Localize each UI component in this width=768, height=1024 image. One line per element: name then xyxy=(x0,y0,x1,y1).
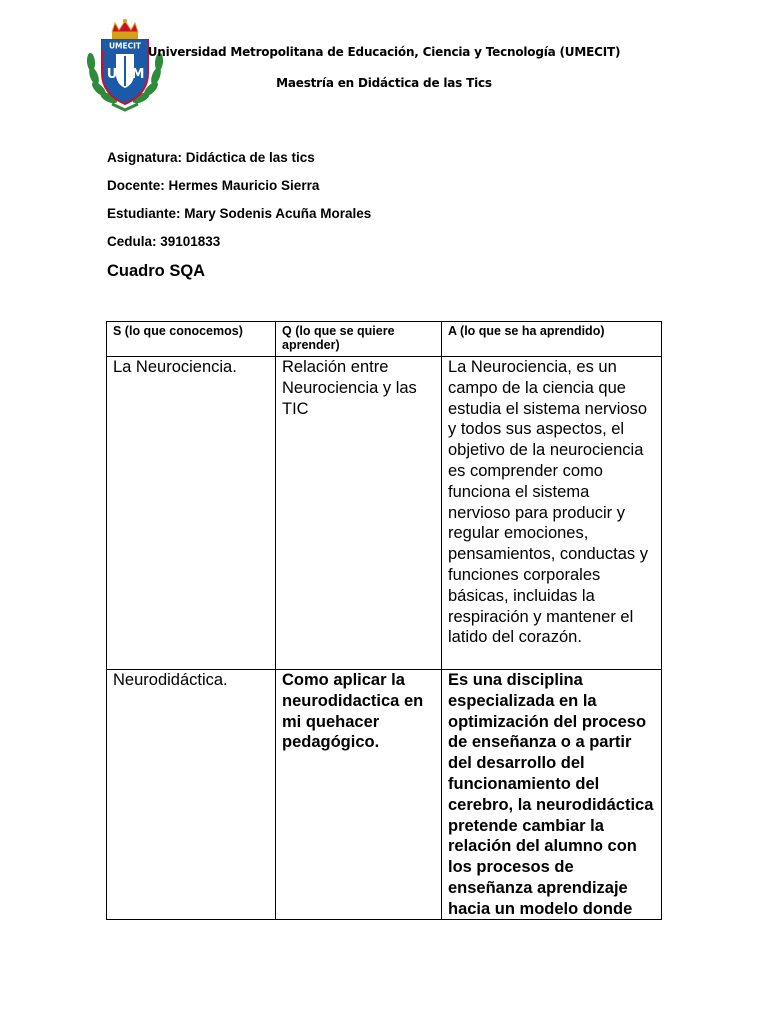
document-title: Cuadro SQA xyxy=(107,262,206,280)
cell-a: Es una disciplina especializada en la optimización del proceso de enseñanza o a partir del desarrollo del funcionamiento del cerebro, la neurodidáctica pretende cambiar la relación del alumno con los procesos de enseñanza aprendizaje hacia un modelo donde xyxy=(442,670,662,920)
university-logo xyxy=(84,18,166,114)
subject-line: Asignatura: Didáctica de las tics xyxy=(107,150,315,165)
program-name: Maestría en Didáctica de las Tics xyxy=(276,76,492,90)
student-line: Estudiante: Mary Sodenis Acuña Morales xyxy=(107,206,372,221)
table-header-row xyxy=(107,322,662,357)
id-line: Cedula: 39101833 xyxy=(107,234,221,249)
cell-q: Como aplicar la neurodidactica en mi quehacer pedagógico. xyxy=(276,670,442,920)
header-q: Q (lo que se quiere aprender) xyxy=(276,322,442,357)
sqa-table xyxy=(106,321,662,920)
table-row xyxy=(107,357,662,670)
cell-q: Relación entre Neurociencia y las TIC xyxy=(276,357,442,670)
table-row xyxy=(107,670,662,920)
cell-a: La Neurociencia, es un campo de la ciencia que estudia el sistema nervioso y todos sus aspectos, el objetivo de la neurociencia es comprender como funciona el sistema nervioso para producir y regular emociones, pensamientos, conductas y funciones corporales básicas, incluidas la respiración y mantener el latido del corazón. xyxy=(442,357,662,670)
svg-text:M: M xyxy=(131,67,145,82)
teacher-line: Docente: Hermes Mauricio Sierra xyxy=(107,178,320,193)
svg-text:U: U xyxy=(106,67,118,82)
svg-text:UMECIT: UMECIT xyxy=(108,41,142,51)
header-a: A (lo que se ha aprendido) xyxy=(442,322,662,357)
cell-s: La Neurociencia. xyxy=(107,357,276,670)
university-name: Universidad Metropolitana de Educación, Ciencia y Tecnología (UMECIT) xyxy=(147,45,621,59)
header-s: S (lo que conocemos) xyxy=(107,322,276,357)
cell-s: Neurodidáctica. xyxy=(107,670,276,920)
